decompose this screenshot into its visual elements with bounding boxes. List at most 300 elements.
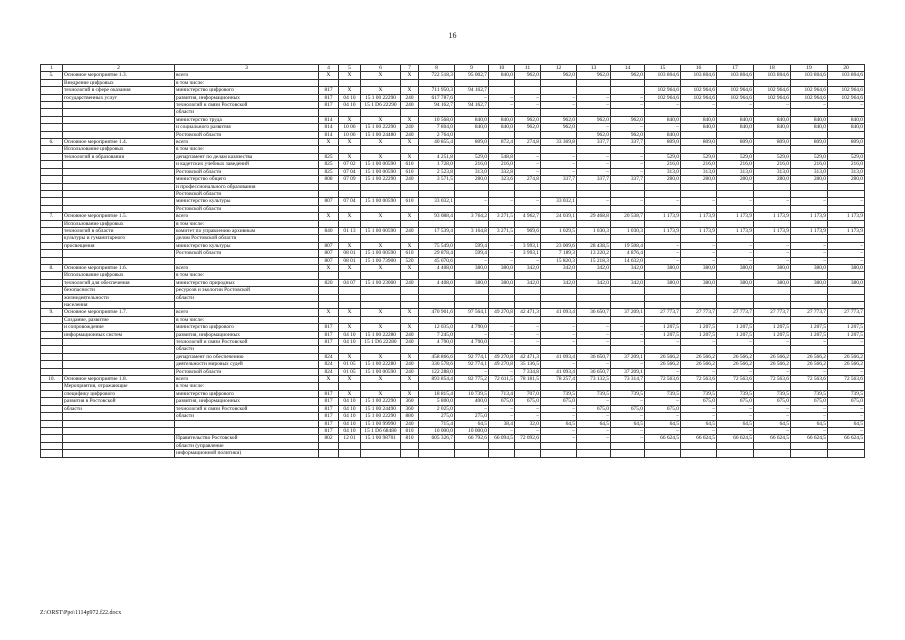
table-cell (41, 294, 63, 301)
table-cell (754, 220, 791, 227)
table-cell (41, 398, 63, 405)
table-cell: 274,8 (515, 176, 541, 183)
table-cell: X (401, 353, 419, 360)
table-cell (175, 302, 319, 309)
table-cell (401, 190, 419, 197)
table-row (41, 413, 865, 420)
table-cell: 722 518,3 (419, 72, 455, 79)
table-cell (611, 294, 645, 301)
table-cell: 380,0 (791, 264, 828, 271)
table-cell: – (577, 124, 611, 131)
table-cell (489, 287, 515, 294)
table-row (41, 361, 865, 368)
table-cell: развития, информационных (175, 331, 319, 338)
table-cell: 15 1 D6 68480 (361, 427, 401, 434)
table-cell: 2 523,8 (419, 168, 455, 175)
table-cell: 739,5 (645, 390, 681, 397)
table-cell (41, 435, 63, 442)
table-cell: 4 876,4 (611, 250, 645, 257)
table-cell: 739,5 (828, 390, 865, 397)
table-row (41, 161, 865, 168)
table-cell (41, 427, 63, 434)
table-cell: 49 270,8 (489, 353, 515, 360)
table-cell: – (645, 102, 681, 109)
table-cell (401, 146, 419, 153)
table-cell: 10 06 (339, 131, 361, 138)
table-row (41, 302, 865, 309)
table-cell: 814 (319, 131, 339, 138)
table-cell (455, 302, 489, 309)
table-cell (41, 390, 63, 397)
table-cell (489, 383, 515, 390)
table-cell (645, 294, 681, 301)
table-cell: 26 566,2 (828, 353, 865, 360)
table-cell: – (645, 427, 681, 434)
table-cell: 313,0 (828, 168, 865, 175)
table-cell: – (754, 198, 791, 205)
table-cell (401, 79, 419, 86)
table-cell: области (175, 413, 319, 420)
table-cell: культуры и гуманитарного (63, 235, 175, 242)
table-cell: 817 (319, 331, 339, 338)
table-cell: 400,0 (455, 398, 489, 405)
table-cell: 240 (401, 176, 419, 183)
table-cell: 15 218,3 (577, 257, 611, 264)
table-cell: 15 1 00 00590 (361, 368, 401, 375)
table-cell: 95 002,7 (455, 72, 489, 79)
table-cell: 10 739,5 (455, 390, 489, 397)
table-cell: 15 1 00 98701 (361, 435, 401, 442)
table-cell: 216,0 (681, 161, 717, 168)
table-cell: 26 566,2 (791, 361, 828, 368)
table-cell (717, 190, 754, 197)
table-cell: 817 (319, 427, 339, 434)
table-cell: 962,0 (577, 116, 611, 123)
header-cell: 19 (791, 65, 828, 72)
table-cell: области (63, 405, 175, 412)
table-cell (754, 302, 791, 309)
table-cell: 342,0 (515, 279, 541, 286)
table-cell: 739,5 (611, 390, 645, 397)
table-cell: 64,5 (455, 420, 489, 427)
table-cell: 840,0 (717, 116, 754, 123)
table-cell (489, 87, 515, 94)
table-cell (361, 302, 401, 309)
table-cell (63, 427, 175, 434)
table-cell: – (754, 257, 791, 264)
table-cell: – (681, 427, 717, 434)
table-cell: 103 804,6 (681, 72, 717, 79)
table-cell (577, 146, 611, 153)
table-cell: 64,5 (645, 420, 681, 427)
table-cell: 337,7 (577, 139, 611, 146)
table-cell (489, 109, 515, 116)
table-cell: 37 209,1 (611, 368, 645, 375)
table-cell: технологий в области (63, 227, 175, 234)
table-cell: 715,4 (419, 420, 455, 427)
table-cell (754, 183, 791, 190)
table-cell: 01 05 (339, 368, 361, 375)
table-cell: – (577, 413, 611, 420)
table-row (41, 398, 865, 405)
table-cell: 01 05 (339, 361, 361, 368)
table-cell: 102 964,6 (645, 87, 681, 94)
table-cell (717, 272, 754, 279)
table-cell: 240 (401, 339, 419, 346)
table-cell: Ростовской области (175, 131, 319, 138)
table-cell (754, 109, 791, 116)
header-row (41, 65, 865, 72)
table-cell: 41 093,4 (541, 368, 577, 375)
table-cell: 04 10 (339, 420, 361, 427)
table-cell: 825 (319, 153, 339, 160)
table-cell (63, 168, 175, 175)
table-cell: X (339, 309, 361, 316)
table-cell: и сопровождение (63, 324, 175, 331)
table-cell (401, 442, 419, 449)
table-row (41, 368, 865, 375)
table-cell (681, 450, 717, 457)
table-cell (339, 383, 361, 390)
table-cell: X (361, 390, 401, 397)
table-cell: 825 (319, 161, 339, 168)
table-cell: – (541, 361, 577, 368)
table-cell: – (717, 257, 754, 264)
table-row (41, 420, 865, 427)
table-cell: 4 251,8 (419, 153, 455, 160)
table-row (41, 442, 865, 449)
table-cell: X (319, 213, 339, 220)
table-cell: – (515, 153, 541, 160)
table-row (41, 309, 865, 316)
table-cell: 15 1 00 24480 (361, 131, 401, 138)
table-cell: 64,5 (791, 420, 828, 427)
table-cell: 1 173,9 (717, 213, 754, 220)
table-cell: 817 (319, 420, 339, 427)
table-cell (681, 302, 717, 309)
table-cell: 36 650,7 (577, 353, 611, 360)
table-cell: 103 804,6 (717, 72, 754, 79)
table-cell (455, 442, 489, 449)
table-cell (319, 346, 339, 353)
budget-table (40, 64, 865, 458)
table-cell: X (339, 213, 361, 220)
table-cell: 7. (41, 213, 63, 220)
table-cell: 66 624,5 (754, 435, 791, 442)
table-cell: – (645, 398, 681, 405)
table-cell: 817 (319, 398, 339, 405)
table-cell: министерство культуры (175, 242, 319, 249)
table-cell: 4 790,0 (455, 324, 489, 331)
table-cell (681, 190, 717, 197)
table-cell: 274,8 (515, 139, 541, 146)
table-cell: технологий в образовании (63, 153, 175, 160)
table-cell: 840,0 (645, 116, 681, 123)
table-cell: X (361, 376, 401, 383)
table-cell: 675,0 (489, 398, 515, 405)
table-cell: – (791, 368, 828, 375)
table-cell: 240 (401, 131, 419, 138)
table-cell: 36 650,7 (577, 309, 611, 316)
table-cell: – (541, 168, 577, 175)
table-cell (455, 287, 489, 294)
table-cell: 599,4 (455, 250, 489, 257)
table-cell (541, 294, 577, 301)
table-cell: 1 207,5 (717, 331, 754, 338)
table-cell: 280,0 (754, 176, 791, 183)
table-cell: X (401, 324, 419, 331)
table-cell (515, 442, 541, 449)
table-cell (419, 205, 455, 212)
table-cell (361, 146, 401, 153)
table-cell: 817 (319, 390, 339, 397)
table-cell (577, 220, 611, 227)
table-cell: 26 566,2 (645, 353, 681, 360)
table-cell: 15 820,3 (541, 257, 577, 264)
table-cell (401, 272, 419, 279)
table-cell (577, 190, 611, 197)
table-cell: X (361, 153, 401, 160)
table-cell: 102 964,6 (681, 94, 717, 101)
table-cell: 675,0 (541, 398, 577, 405)
table-cell: 3 271,5 (489, 213, 515, 220)
table-cell (645, 346, 681, 353)
table-cell: – (577, 361, 611, 368)
table-cell: – (515, 331, 541, 338)
table-cell: 103 804,6 (828, 72, 865, 79)
table-cell: 617 787,6 (419, 94, 455, 101)
table-cell (611, 79, 645, 86)
table-cell (791, 450, 828, 457)
table-cell (828, 442, 865, 449)
table-cell: 240 (401, 420, 419, 427)
table-cell: 675,0 (717, 398, 754, 405)
table-cell: 66 624,5 (717, 435, 754, 442)
table-cell: 1 173,9 (645, 227, 681, 234)
table-cell (681, 287, 717, 294)
table-cell: Ростовской области (175, 205, 319, 212)
table-cell (41, 420, 63, 427)
header-cell: 3 (175, 65, 319, 72)
table-cell (419, 316, 455, 323)
table-cell (489, 346, 515, 353)
table-cell: – (489, 257, 515, 264)
table-cell: 380,0 (754, 264, 791, 271)
table-cell: министерство труда (175, 116, 319, 123)
table-cell: и профессионального образования (175, 183, 319, 190)
table-cell (541, 302, 577, 309)
table-row (41, 353, 865, 360)
table-cell: 360 (401, 398, 419, 405)
table-cell (541, 87, 577, 94)
table-cell (319, 316, 339, 323)
table-cell: 1 030,3 (611, 227, 645, 234)
table-cell (754, 287, 791, 294)
table-cell (41, 220, 63, 227)
table-cell: – (611, 94, 645, 101)
table-cell: 313,0 (791, 168, 828, 175)
table-cell: – (489, 94, 515, 101)
table-cell: 66 624,5 (681, 435, 717, 442)
table-cell: 15 1 00 73900 (361, 257, 401, 264)
table-cell: 07 02 (339, 161, 361, 168)
table-row (41, 346, 865, 353)
table-cell (791, 183, 828, 190)
table-cell (401, 294, 419, 301)
table-cell: 122 288,0 (419, 368, 455, 375)
table-cell: 40 855,4 (419, 139, 455, 146)
table-row (41, 109, 865, 116)
table-cell: технологий для обеспечения (63, 279, 175, 286)
table-cell: 1 207,5 (754, 331, 791, 338)
table-cell: 711 950,3 (419, 87, 455, 94)
table-cell: 04 10 (339, 398, 361, 405)
table-cell: 840,0 (828, 116, 865, 123)
table-cell: – (489, 368, 515, 375)
table-cell: 323,6 (489, 176, 515, 183)
table-cell: 380,0 (645, 279, 681, 286)
table-cell: 1 207,5 (681, 324, 717, 331)
table-cell: – (645, 198, 681, 205)
table-cell (41, 205, 63, 212)
table-cell: всего (175, 264, 319, 271)
table-cell: 337,7 (577, 176, 611, 183)
table-cell (717, 205, 754, 212)
table-cell: X (401, 376, 419, 383)
table-cell (577, 79, 611, 86)
table-cell: – (515, 94, 541, 101)
table-row (41, 102, 865, 109)
table-cell (577, 294, 611, 301)
table-cell: 12 01 (339, 435, 361, 442)
table-cell: всего (175, 139, 319, 146)
table-cell: Основное мероприятие 1.6. (63, 264, 175, 271)
table-cell: 26 566,2 (717, 361, 754, 368)
table-cell: – (489, 405, 515, 412)
table-cell: 332,8 (489, 168, 515, 175)
table-cell (41, 257, 63, 264)
table-cell: 809,0 (681, 139, 717, 146)
table-cell: Ростовской области (175, 190, 319, 197)
table-cell: – (791, 427, 828, 434)
table-cell: 962,0 (611, 116, 645, 123)
header-cell: 13 (577, 65, 611, 72)
table-cell: 275,0 (419, 413, 455, 420)
table-cell: – (717, 242, 754, 249)
table-cell (577, 302, 611, 309)
table-cell (361, 183, 401, 190)
table-cell: 313,0 (455, 168, 489, 175)
table-cell: 962,0 (515, 116, 541, 123)
table-cell (63, 176, 175, 183)
table-cell: 548,8 (489, 153, 515, 160)
table-cell: 102 964,6 (645, 94, 681, 101)
table-cell (791, 146, 828, 153)
table-cell: – (611, 168, 645, 175)
table-cell (611, 87, 645, 94)
table-cell: – (515, 168, 541, 175)
table-cell: 840,0 (455, 116, 489, 123)
table-row (41, 168, 865, 175)
table-cell: 380,0 (791, 279, 828, 286)
table-cell (754, 79, 791, 86)
table-row (41, 450, 865, 457)
header-cell: 2 (63, 65, 175, 72)
table-cell: 04 10 (339, 413, 361, 420)
table-cell: 1 207,5 (754, 324, 791, 331)
table-cell (41, 442, 63, 449)
table-cell (319, 287, 339, 294)
table-cell: 342,0 (577, 264, 611, 271)
header-cell: 9 (455, 65, 489, 72)
table-cell: 807 (319, 250, 339, 257)
table-cell: 102 964,6 (754, 94, 791, 101)
table-cell (515, 235, 541, 242)
table-cell: 807 (319, 198, 339, 205)
table-cell (541, 220, 577, 227)
table-row (41, 294, 865, 301)
table-cell (41, 353, 63, 360)
table-cell: 605 326,7 (419, 435, 455, 442)
table-cell: – (828, 339, 865, 346)
table-cell: X (339, 376, 361, 383)
table-cell: 1 173,9 (791, 227, 828, 234)
table-cell: 280,0 (681, 176, 717, 183)
table-cell (515, 220, 541, 227)
table-cell (541, 190, 577, 197)
table-cell: 102 964,6 (791, 94, 828, 101)
table-cell (339, 294, 361, 301)
table-cell: 1 173,9 (828, 227, 865, 234)
table-cell: 15 1 00 23000 (361, 279, 401, 286)
table-row (41, 235, 865, 242)
table-cell (791, 346, 828, 353)
table-cell: 809,0 (828, 139, 865, 146)
table-cell: – (541, 339, 577, 346)
table-cell (319, 109, 339, 116)
table-cell: 1 173,9 (754, 213, 791, 220)
table-cell: 817 (319, 102, 339, 109)
table-cell: – (515, 102, 541, 109)
table-cell (717, 302, 754, 309)
table-cell: 102 964,6 (717, 87, 754, 94)
table-cell (645, 220, 681, 227)
table-cell (541, 235, 577, 242)
table-cell: 04 10 (339, 405, 361, 412)
table-cell: 26 566,2 (791, 353, 828, 360)
table-cell (419, 190, 455, 197)
table-cell (361, 109, 401, 116)
table-cell: развития, информационных (175, 398, 319, 405)
table-cell (541, 109, 577, 116)
table-cell (515, 302, 541, 309)
table-cell (717, 235, 754, 242)
table-cell (41, 190, 63, 197)
table-cell: 216,0 (828, 161, 865, 168)
table-cell (63, 109, 175, 116)
table-cell: Использование цифровых (63, 220, 175, 227)
table-cell: 24 039,1 (541, 213, 577, 220)
table-cell: 4 790,0 (419, 339, 455, 346)
table-cell: 1 173,9 (681, 227, 717, 234)
table-cell: 10 06 (339, 124, 361, 131)
table-cell: – (577, 331, 611, 338)
table-cell (41, 383, 63, 390)
table-cell (681, 383, 717, 390)
table-cell: – (611, 124, 645, 131)
header-cell: 17 (717, 65, 754, 72)
table-cell (645, 272, 681, 279)
